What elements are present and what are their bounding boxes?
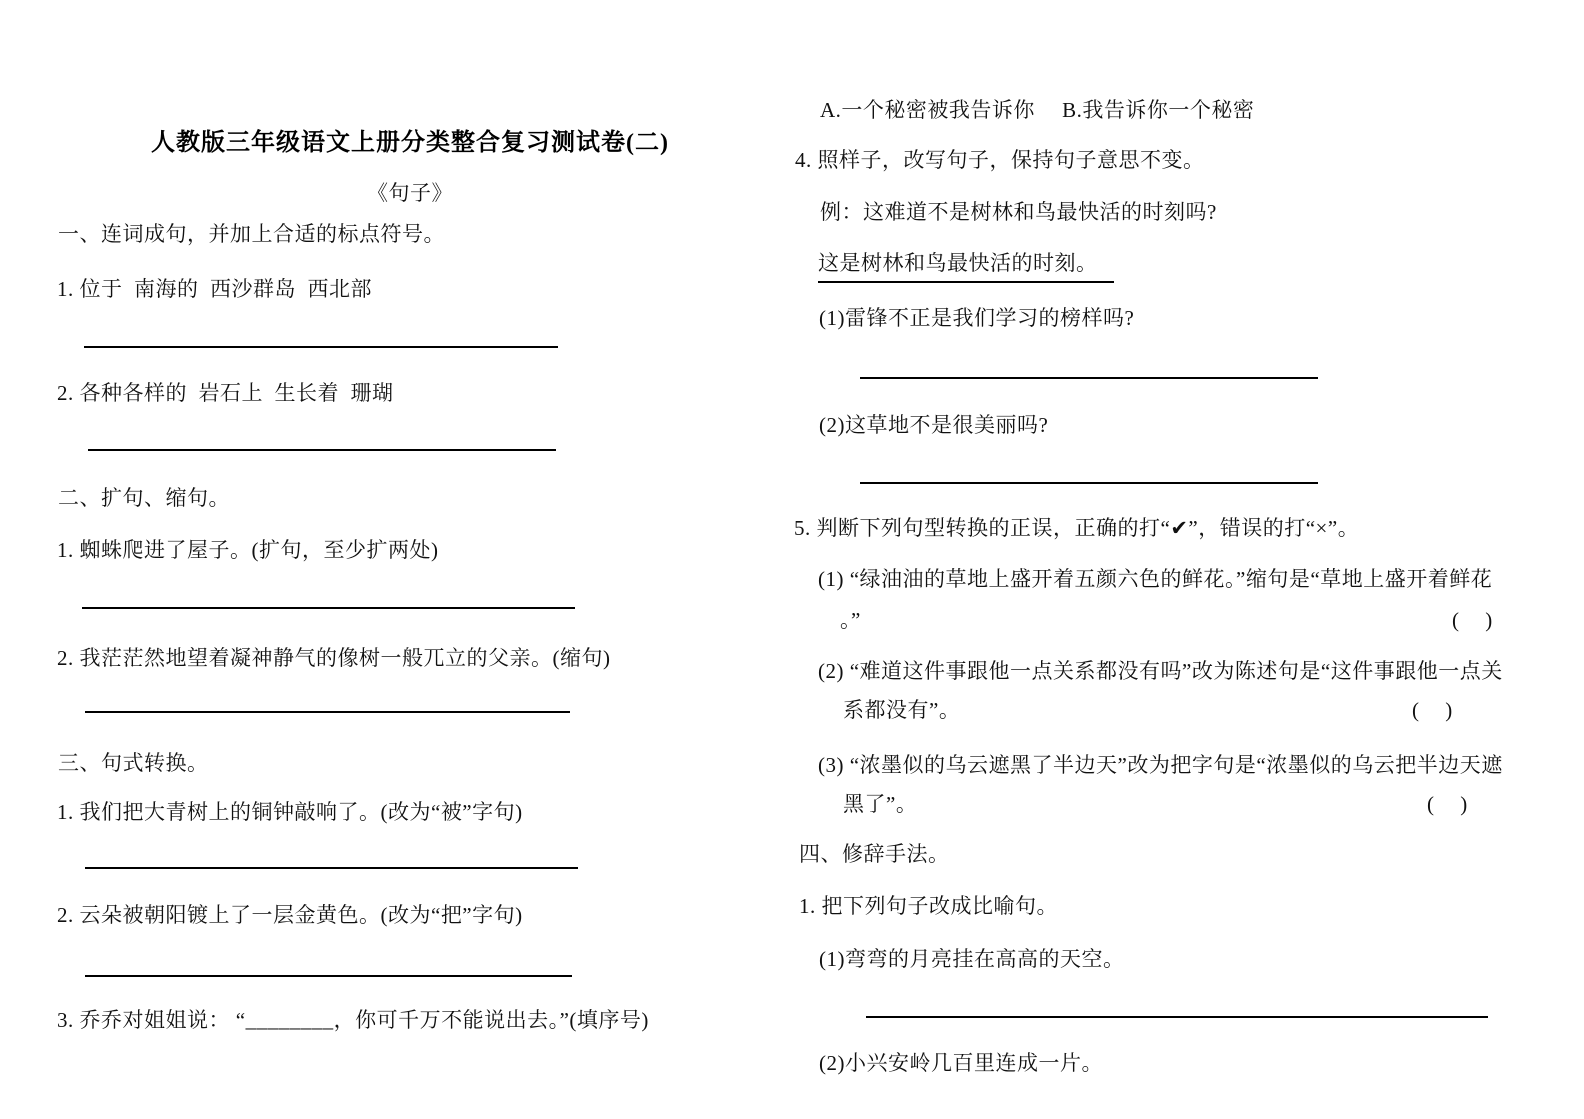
section-one-heading: 一、连词成句，并加上合适的标点符号。	[58, 222, 445, 246]
answer-line	[85, 867, 578, 869]
question-five-sub1-line2: 。”	[840, 608, 861, 632]
options-a-b: A.一个秘密被我告诉你 B.我告诉你一个秘密	[820, 98, 1255, 122]
rhetoric-sub2: (2)小兴安岭几百里连成一片。	[819, 1051, 1103, 1075]
question-five-sub2-line1: (2) “难道这件事跟他一点关系都没有吗”改为陈述句是“这件事跟他一点关	[818, 659, 1503, 683]
answer-line	[85, 711, 570, 713]
answer-line	[860, 482, 1318, 484]
question-one-1: 1. 位于 南海的 西沙群岛 西北部	[57, 277, 372, 301]
question-four-sub1: (1)雷锋不正是我们学习的榜样吗?	[819, 306, 1135, 330]
question-one-2: 2. 各种各样的 岩石上 生长着 珊瑚	[57, 381, 394, 405]
question-five-sub3-line1: (3) “浓墨似的乌云遮黑了半边天”改为把字句是“浓墨似的乌云把半边天遮	[818, 753, 1503, 777]
section-four-heading: 四、修辞手法。	[799, 842, 950, 866]
answer-line	[88, 449, 556, 451]
answer-line	[85, 975, 572, 977]
question-five-sub3-line2: 黑了”。	[843, 792, 918, 816]
answer-line	[82, 607, 575, 609]
section-three-heading: 三、句式转换。	[58, 751, 209, 775]
page-title: 人教版三年级语文上册分类整合复习测试卷(二)	[151, 130, 669, 156]
question-three-3: 3. 乔乔对姐姐说： “________，你可千万不能说出去。”(填序号)	[57, 1008, 649, 1032]
question-five-sub2-line2: 系都没有”。	[843, 698, 961, 722]
question-two-1: 1. 蜘蛛爬进了屋子。(扩句，至少扩两处)	[57, 538, 439, 562]
question-four-example-answer: 这是树林和鸟最快活的时刻。	[818, 250, 1114, 283]
section-two-heading: 二、扩句、缩句。	[58, 486, 230, 510]
question-five-heading: 5. 判断下列句型转换的正误，正确的打“✔”，错误的打“×”。	[794, 516, 1360, 540]
answer-line	[866, 1016, 1488, 1018]
question-four-heading: 4. 照样子，改写句子，保持句子意思不变。	[795, 148, 1205, 172]
question-two-2: 2. 我茫茫然地望着凝神静气的像树一般兀立的父亲。(缩句)	[57, 646, 611, 670]
question-five-sub1-line1: (1) “绿油油的草地上盛开着五颜六色的鲜花。”缩句是“草地上盛开着鲜花	[818, 567, 1493, 591]
page-subtitle: 《句子》	[367, 181, 453, 205]
question-five-sub1-paren: ( )	[1452, 608, 1493, 632]
question-four-sub2: (2)这草地不是很美丽吗?	[819, 413, 1049, 437]
question-four-example: 例：这难道不是树林和鸟最快活的时刻吗?	[820, 200, 1217, 224]
question-three-2: 2. 云朵被朝阳镀上了一层金黄色。(改为“把”字句)	[57, 903, 523, 927]
answer-line	[84, 346, 558, 348]
rhetoric-sub1: (1)弯弯的月亮挂在高高的天空。	[819, 947, 1125, 971]
question-five-sub3-paren: ( )	[1427, 792, 1468, 816]
answer-line	[860, 377, 1318, 379]
question-three-1: 1. 我们把大青树上的铜钟敲响了。(改为“被”字句)	[57, 800, 523, 824]
rhetoric-question-heading: 1. 把下列句子改成比喻句。	[799, 894, 1058, 918]
question-five-sub2-paren: ( )	[1412, 698, 1453, 722]
